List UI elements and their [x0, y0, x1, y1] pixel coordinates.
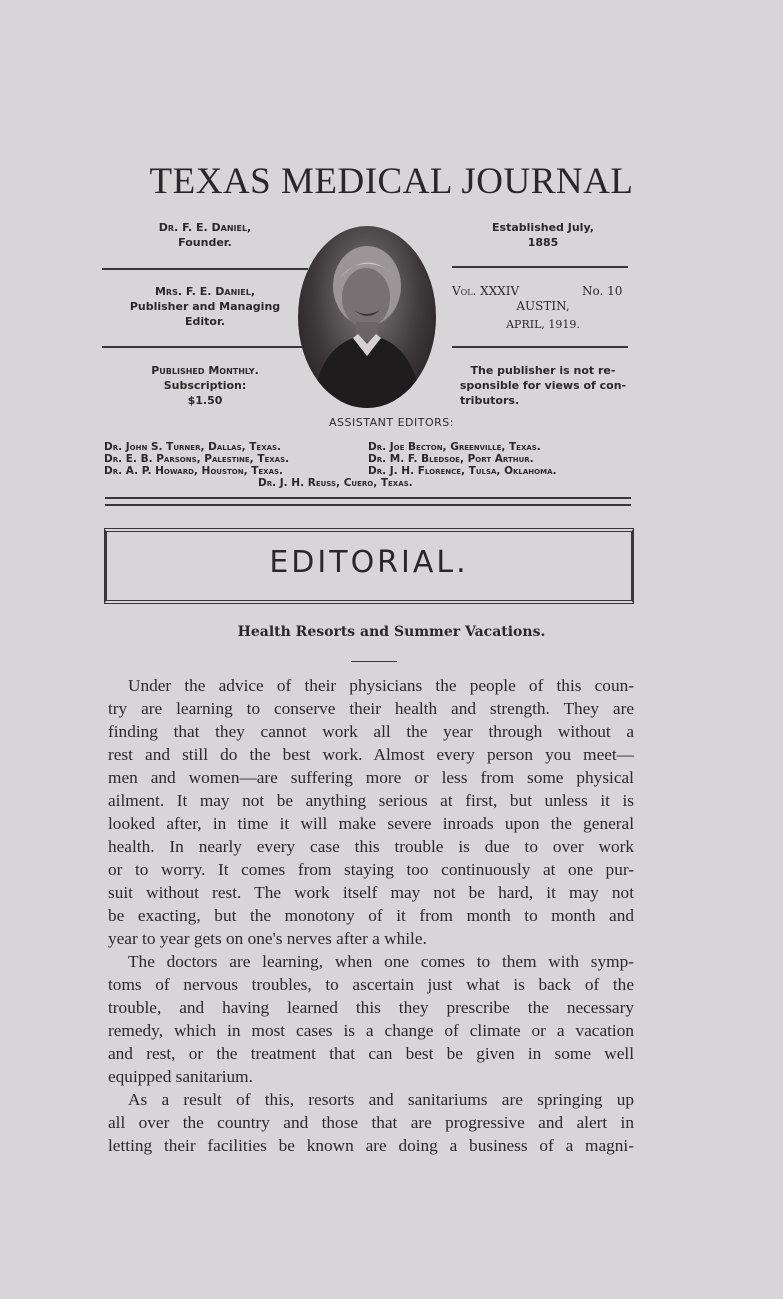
body-line: year to year gets on one's nerves after a while. — [108, 929, 427, 948]
body-line: The doctors are learning, when one comes to them with symp- — [128, 952, 634, 971]
founder-role: Founder. — [178, 236, 232, 249]
body-line: and rest, or the treatment that can best be given in some well — [108, 1044, 634, 1063]
publisher-block — [100, 284, 310, 329]
body-line: health. In nearly every case this trouble is due to over work — [108, 837, 634, 856]
body-line: try are learning to conserve their health and strength. They are — [108, 699, 634, 718]
right-divider-1 — [452, 266, 628, 268]
disclaimer-line-1: The publisher is not re- — [470, 364, 616, 377]
established-block — [448, 220, 638, 250]
body-line: be exacting, but the monotony of it from month to month and — [108, 906, 634, 925]
publisher-role-line-2: Editor. — [184, 315, 225, 328]
volume-label: Vol. XXXIV — [452, 284, 520, 298]
body-line: remedy, which in most cases is a change of climate or a vacation — [108, 1021, 634, 1040]
assistant-editor-left-1: Dr. John S. Turner, Dallas, Texas. — [104, 441, 282, 453]
founder-portrait — [298, 226, 436, 408]
assistant-editor-right-3: Dr. J. H. Florence, Tulsa, Oklahoma. — [368, 465, 557, 477]
assistant-editor-left-2: Dr. E. B. Parsons, Palestine, Texas. — [104, 453, 290, 465]
subscription-block — [100, 363, 310, 408]
issue-city: AUSTIN, — [516, 299, 570, 313]
body-line: Under the advice of their physicians the people of this coun- — [128, 676, 634, 695]
body-line: or to worry. It comes from staying too continuously at one pur- — [108, 860, 634, 879]
right-divider-2 — [452, 346, 628, 348]
assistant-editor-right-1: Dr. Joe Becton, Greenville, Texas. — [368, 441, 541, 453]
assistant-editors-heading: ASSISTANT EDITORS: — [329, 416, 454, 429]
body-line: toms of nervous troubles, to ascertain just what is back of the — [108, 975, 634, 994]
disclaimer-block — [448, 363, 638, 408]
publication-frequency: Published Monthly. — [151, 364, 259, 377]
journal-title: TEXAS MEDICAL JOURNAL — [149, 161, 634, 202]
assistant-editor-left-3: Dr. A. P. Howard, Houston, Texas. — [104, 465, 284, 477]
left-divider-2 — [102, 346, 308, 348]
founder-block — [100, 220, 310, 250]
body-line: letting their facilities be known are doing a business of a magni- — [108, 1136, 634, 1155]
article-title: Health Resorts and Summer Vacations. — [237, 624, 546, 640]
assistant-editor-center: Dr. J. H. Reuss, Cuero, Texas. — [258, 477, 413, 489]
body-line: equipped sanitarium. — [108, 1067, 253, 1086]
body-line: rest and still do the best work. Almost every person you meet— — [108, 745, 634, 764]
left-divider-1 — [102, 268, 308, 270]
founder-name: Dr. F. E. Daniel, — [158, 221, 252, 234]
body-line: ailment. It may not be anything serious at first, but unless it is — [108, 791, 634, 810]
subscription-label: Subscription: — [163, 379, 247, 392]
body-line: all over the country and those that are progressive and alert in — [108, 1113, 634, 1132]
body-line: finding that they cannot work all the year through without a — [108, 722, 634, 741]
established-line-2: 1885 — [527, 236, 559, 249]
title-rule — [351, 661, 397, 662]
publisher-role-line-1: Publisher and Managing — [129, 300, 281, 313]
body-line: trouble, and having learned this they prescribe the necessary — [108, 998, 634, 1017]
body-line: looked after, in time it will make severe inroads upon the general — [108, 814, 634, 833]
subscription-price: $1.50 — [187, 394, 223, 407]
body-line: men and women—are suffering more or less from some physical — [108, 768, 634, 787]
assistant-editor-right-2: Dr. M. F. Bledsoe, Port Arthur. — [368, 453, 534, 465]
disclaimer-line-2: sponsible for views of con- — [459, 379, 627, 392]
masthead-double-rule — [105, 497, 631, 506]
issue-number: No. 10 — [582, 284, 623, 298]
body-line: suit without rest. The work itself may not be hard, it may not — [108, 883, 634, 902]
section-title: EDITORIAL. — [269, 545, 469, 580]
body-line: As a result of this, resorts and sanitariums are springing up — [128, 1090, 634, 1109]
established-line-1: Established July, — [492, 221, 594, 234]
disclaimer-line-3: tributors. — [460, 394, 520, 407]
issue-date: APRIL, 1919. — [506, 318, 580, 331]
portrait-figure — [298, 226, 436, 408]
publisher-name: Mrs. F. E. Daniel, — [154, 285, 256, 298]
